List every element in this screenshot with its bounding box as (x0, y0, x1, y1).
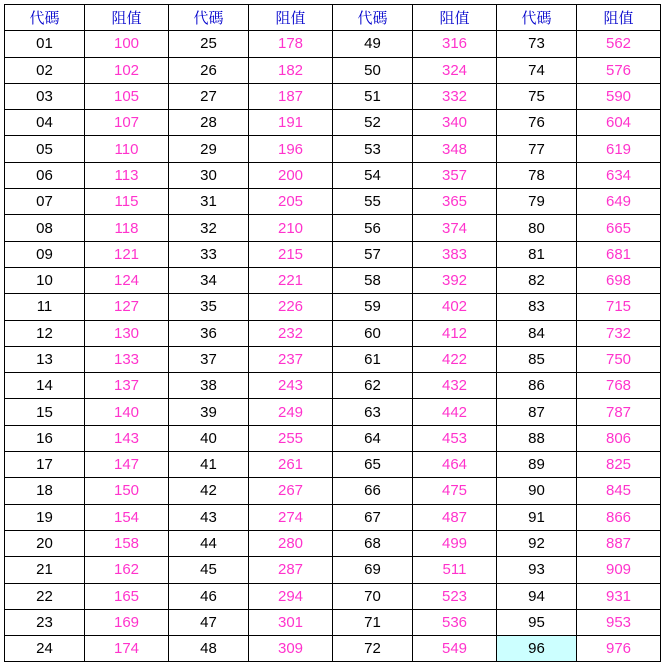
table-header-row (5, 5, 661, 31)
table-row (5, 346, 661, 372)
code-cell: 07 (5, 189, 85, 215)
resistance-value-cell: 301 (249, 609, 333, 635)
resistance-value-cell: 365 (413, 189, 497, 215)
code-cell: 62 (333, 373, 413, 399)
code-cell: 41 (169, 452, 249, 478)
table-row (5, 189, 661, 215)
code-cell: 01 (5, 31, 85, 57)
resistance-value-cell: 232 (249, 320, 333, 346)
table-row (5, 241, 661, 267)
resistance-value-cell: 243 (249, 373, 333, 399)
resistance-value-cell: 196 (249, 136, 333, 162)
resistance-value-cell: 255 (249, 425, 333, 451)
resistance-value-cell: 392 (413, 267, 497, 293)
code-cell: 37 (169, 346, 249, 372)
table-row (5, 215, 661, 241)
code-cell: 85 (497, 346, 577, 372)
resistance-value-cell: 237 (249, 346, 333, 372)
resistance-value-cell: 187 (249, 83, 333, 109)
code-cell: 92 (497, 530, 577, 556)
code-cell: 90 (497, 478, 577, 504)
code-cell: 21 (5, 557, 85, 583)
code-cell: 70 (333, 583, 413, 609)
resistance-value-cell: 604 (577, 110, 661, 136)
resistance-value-cell: 115 (85, 189, 169, 215)
code-cell: 81 (497, 241, 577, 267)
code-cell: 06 (5, 162, 85, 188)
code-cell: 38 (169, 373, 249, 399)
resistance-value-cell: 909 (577, 557, 661, 583)
code-cell: 55 (333, 189, 413, 215)
code-cell: 54 (333, 162, 413, 188)
resistance-value-cell: 825 (577, 452, 661, 478)
resistance-value-cell: 107 (85, 110, 169, 136)
resistance-value-cell: 357 (413, 162, 497, 188)
code-cell: 80 (497, 215, 577, 241)
resistance-value-cell: 475 (413, 478, 497, 504)
table-row (5, 267, 661, 293)
resistance-value-cell: 619 (577, 136, 661, 162)
resistance-value-cell: 309 (249, 636, 333, 662)
code-cell: 03 (5, 83, 85, 109)
resistance-value-cell: 787 (577, 399, 661, 425)
code-cell: 29 (169, 136, 249, 162)
resistance-value-cell: 130 (85, 320, 169, 346)
resistance-value-cell: 340 (413, 110, 497, 136)
code-cell: 95 (497, 609, 577, 635)
resistor-code-table-sheet (0, 4, 663, 658)
resistance-value-cell: 165 (85, 583, 169, 609)
code-cell: 16 (5, 425, 85, 451)
resistance-value-cell: 274 (249, 504, 333, 530)
resistance-value-cell: 140 (85, 399, 169, 425)
column-header-4: 代碼 (333, 5, 413, 31)
code-cell: 11 (5, 294, 85, 320)
resistance-value-cell: 523 (413, 583, 497, 609)
code-cell: 40 (169, 425, 249, 451)
code-cell: 69 (333, 557, 413, 583)
resistor-code-table (4, 4, 661, 662)
code-cell: 76 (497, 110, 577, 136)
code-cell: 63 (333, 399, 413, 425)
resistance-value-cell: 348 (413, 136, 497, 162)
code-cell: 14 (5, 373, 85, 399)
resistance-value-cell: 178 (249, 31, 333, 57)
code-cell: 44 (169, 530, 249, 556)
code-cell: 05 (5, 136, 85, 162)
code-cell: 75 (497, 83, 577, 109)
resistance-value-cell: 287 (249, 557, 333, 583)
code-cell: 94 (497, 583, 577, 609)
column-header-6: 代碼 (497, 5, 577, 31)
resistance-value-cell: 174 (85, 636, 169, 662)
code-cell: 68 (333, 530, 413, 556)
resistance-value-cell: 681 (577, 241, 661, 267)
code-cell: 50 (333, 57, 413, 83)
column-header-7: 阻值 (577, 5, 661, 31)
highlighted-cell: 96 (497, 636, 577, 662)
table-row (5, 530, 661, 556)
code-cell: 23 (5, 609, 85, 635)
code-cell: 79 (497, 189, 577, 215)
code-cell: 57 (333, 241, 413, 267)
code-cell: 43 (169, 504, 249, 530)
resistance-value-cell: 169 (85, 609, 169, 635)
resistance-value-cell: 649 (577, 189, 661, 215)
code-cell: 32 (169, 215, 249, 241)
resistance-value-cell: 976 (577, 636, 661, 662)
code-cell: 73 (497, 31, 577, 57)
resistance-value-cell: 549 (413, 636, 497, 662)
resistance-value-cell: 205 (249, 189, 333, 215)
code-cell: 17 (5, 452, 85, 478)
resistance-value-cell: 698 (577, 267, 661, 293)
resistance-value-cell: 102 (85, 57, 169, 83)
column-header-1: 阻值 (85, 5, 169, 31)
code-cell: 78 (497, 162, 577, 188)
code-cell: 58 (333, 267, 413, 293)
code-cell: 09 (5, 241, 85, 267)
resistance-value-cell: 221 (249, 267, 333, 293)
code-cell: 52 (333, 110, 413, 136)
code-cell: 77 (497, 136, 577, 162)
column-header-3: 阻值 (249, 5, 333, 31)
resistance-value-cell: 422 (413, 346, 497, 372)
code-cell: 82 (497, 267, 577, 293)
resistance-value-cell: 453 (413, 425, 497, 451)
resistance-value-cell: 383 (413, 241, 497, 267)
resistance-value-cell: 953 (577, 609, 661, 635)
resistance-value-cell: 249 (249, 399, 333, 425)
code-cell: 10 (5, 267, 85, 293)
code-cell: 84 (497, 320, 577, 346)
resistance-value-cell: 147 (85, 452, 169, 478)
resistance-value-cell: 267 (249, 478, 333, 504)
resistance-value-cell: 536 (413, 609, 497, 635)
table-row (5, 373, 661, 399)
resistance-value-cell: 150 (85, 478, 169, 504)
code-cell: 51 (333, 83, 413, 109)
resistance-value-cell: 931 (577, 583, 661, 609)
column-header-0: 代碼 (5, 5, 85, 31)
resistance-value-cell: 113 (85, 162, 169, 188)
code-cell: 34 (169, 267, 249, 293)
code-cell: 25 (169, 31, 249, 57)
resistance-value-cell: 162 (85, 557, 169, 583)
resistance-value-cell: 750 (577, 346, 661, 372)
code-cell: 26 (169, 57, 249, 83)
code-cell: 19 (5, 504, 85, 530)
resistance-value-cell: 210 (249, 215, 333, 241)
resistance-value-cell: 464 (413, 452, 497, 478)
code-cell: 45 (169, 557, 249, 583)
resistance-value-cell: 332 (413, 83, 497, 109)
resistance-value-cell: 511 (413, 557, 497, 583)
resistance-value-cell: 324 (413, 57, 497, 83)
column-header-5: 阻值 (413, 5, 497, 31)
resistance-value-cell: 100 (85, 31, 169, 57)
resistance-value-cell: 124 (85, 267, 169, 293)
code-cell: 12 (5, 320, 85, 346)
table-row (5, 504, 661, 530)
resistance-value-cell: 590 (577, 83, 661, 109)
resistance-value-cell: 182 (249, 57, 333, 83)
resistance-value-cell: 442 (413, 399, 497, 425)
code-cell: 47 (169, 609, 249, 635)
table-row (5, 320, 661, 346)
resistance-value-cell: 806 (577, 425, 661, 451)
code-cell: 48 (169, 636, 249, 662)
resistance-value-cell: 226 (249, 294, 333, 320)
code-cell: 35 (169, 294, 249, 320)
code-cell: 72 (333, 636, 413, 662)
code-cell: 46 (169, 583, 249, 609)
resistance-value-cell: 137 (85, 373, 169, 399)
code-cell: 22 (5, 583, 85, 609)
resistance-value-cell: 634 (577, 162, 661, 188)
code-cell: 93 (497, 557, 577, 583)
code-cell: 53 (333, 136, 413, 162)
table-row (5, 399, 661, 425)
code-cell: 74 (497, 57, 577, 83)
resistance-value-cell: 665 (577, 215, 661, 241)
code-cell: 33 (169, 241, 249, 267)
resistance-value-cell: 374 (413, 215, 497, 241)
code-cell: 56 (333, 215, 413, 241)
code-cell: 18 (5, 478, 85, 504)
code-cell: 24 (5, 636, 85, 662)
resistance-value-cell: 732 (577, 320, 661, 346)
code-cell: 20 (5, 530, 85, 556)
resistance-value-cell: 121 (85, 241, 169, 267)
table-row (5, 110, 661, 136)
resistance-value-cell: 715 (577, 294, 661, 320)
table-row (5, 478, 661, 504)
resistance-value-cell: 887 (577, 530, 661, 556)
resistance-value-cell: 261 (249, 452, 333, 478)
resistance-value-cell: 110 (85, 136, 169, 162)
resistance-value-cell: 105 (85, 83, 169, 109)
resistance-value-cell: 280 (249, 530, 333, 556)
resistance-value-cell: 432 (413, 373, 497, 399)
table-row (5, 557, 661, 583)
code-cell: 39 (169, 399, 249, 425)
resistance-value-cell: 215 (249, 241, 333, 267)
resistance-value-cell: 487 (413, 504, 497, 530)
code-cell: 08 (5, 215, 85, 241)
resistance-value-cell: 118 (85, 215, 169, 241)
code-cell: 60 (333, 320, 413, 346)
table-row (5, 31, 661, 57)
code-cell: 66 (333, 478, 413, 504)
resistance-value-cell: 200 (249, 162, 333, 188)
code-cell: 13 (5, 346, 85, 372)
code-cell: 87 (497, 399, 577, 425)
table-row (5, 425, 661, 451)
table-row (5, 162, 661, 188)
resistance-value-cell: 866 (577, 504, 661, 530)
code-cell: 49 (333, 31, 413, 57)
code-cell: 91 (497, 504, 577, 530)
resistance-value-cell: 402 (413, 294, 497, 320)
code-cell: 71 (333, 609, 413, 635)
code-cell: 15 (5, 399, 85, 425)
resistance-value-cell: 499 (413, 530, 497, 556)
code-cell: 67 (333, 504, 413, 530)
column-header-2: 代碼 (169, 5, 249, 31)
table-row (5, 583, 661, 609)
table-row (5, 294, 661, 320)
code-cell: 30 (169, 162, 249, 188)
resistance-value-cell: 154 (85, 504, 169, 530)
resistance-value-cell: 127 (85, 294, 169, 320)
code-cell: 42 (169, 478, 249, 504)
resistance-value-cell: 294 (249, 583, 333, 609)
resistance-value-cell: 191 (249, 110, 333, 136)
code-cell: 28 (169, 110, 249, 136)
table-row (5, 136, 661, 162)
table-body (5, 31, 661, 662)
code-cell: 27 (169, 83, 249, 109)
code-cell: 61 (333, 346, 413, 372)
table-row (5, 609, 661, 635)
table-row (5, 452, 661, 478)
resistance-value-cell: 768 (577, 373, 661, 399)
table-row (5, 57, 661, 83)
resistance-value-cell: 412 (413, 320, 497, 346)
code-cell: 88 (497, 425, 577, 451)
resistance-value-cell: 562 (577, 31, 661, 57)
resistance-value-cell: 133 (85, 346, 169, 372)
code-cell: 36 (169, 320, 249, 346)
code-cell: 59 (333, 294, 413, 320)
resistance-value-cell: 845 (577, 478, 661, 504)
resistance-value-cell: 143 (85, 425, 169, 451)
code-cell: 64 (333, 425, 413, 451)
resistance-value-cell: 158 (85, 530, 169, 556)
code-cell: 65 (333, 452, 413, 478)
resistance-value-cell: 576 (577, 57, 661, 83)
resistance-value-cell: 316 (413, 31, 497, 57)
code-cell: 02 (5, 57, 85, 83)
code-cell: 89 (497, 452, 577, 478)
table-row (5, 83, 661, 109)
code-cell: 31 (169, 189, 249, 215)
code-cell: 86 (497, 373, 577, 399)
code-cell: 04 (5, 110, 85, 136)
code-cell: 83 (497, 294, 577, 320)
